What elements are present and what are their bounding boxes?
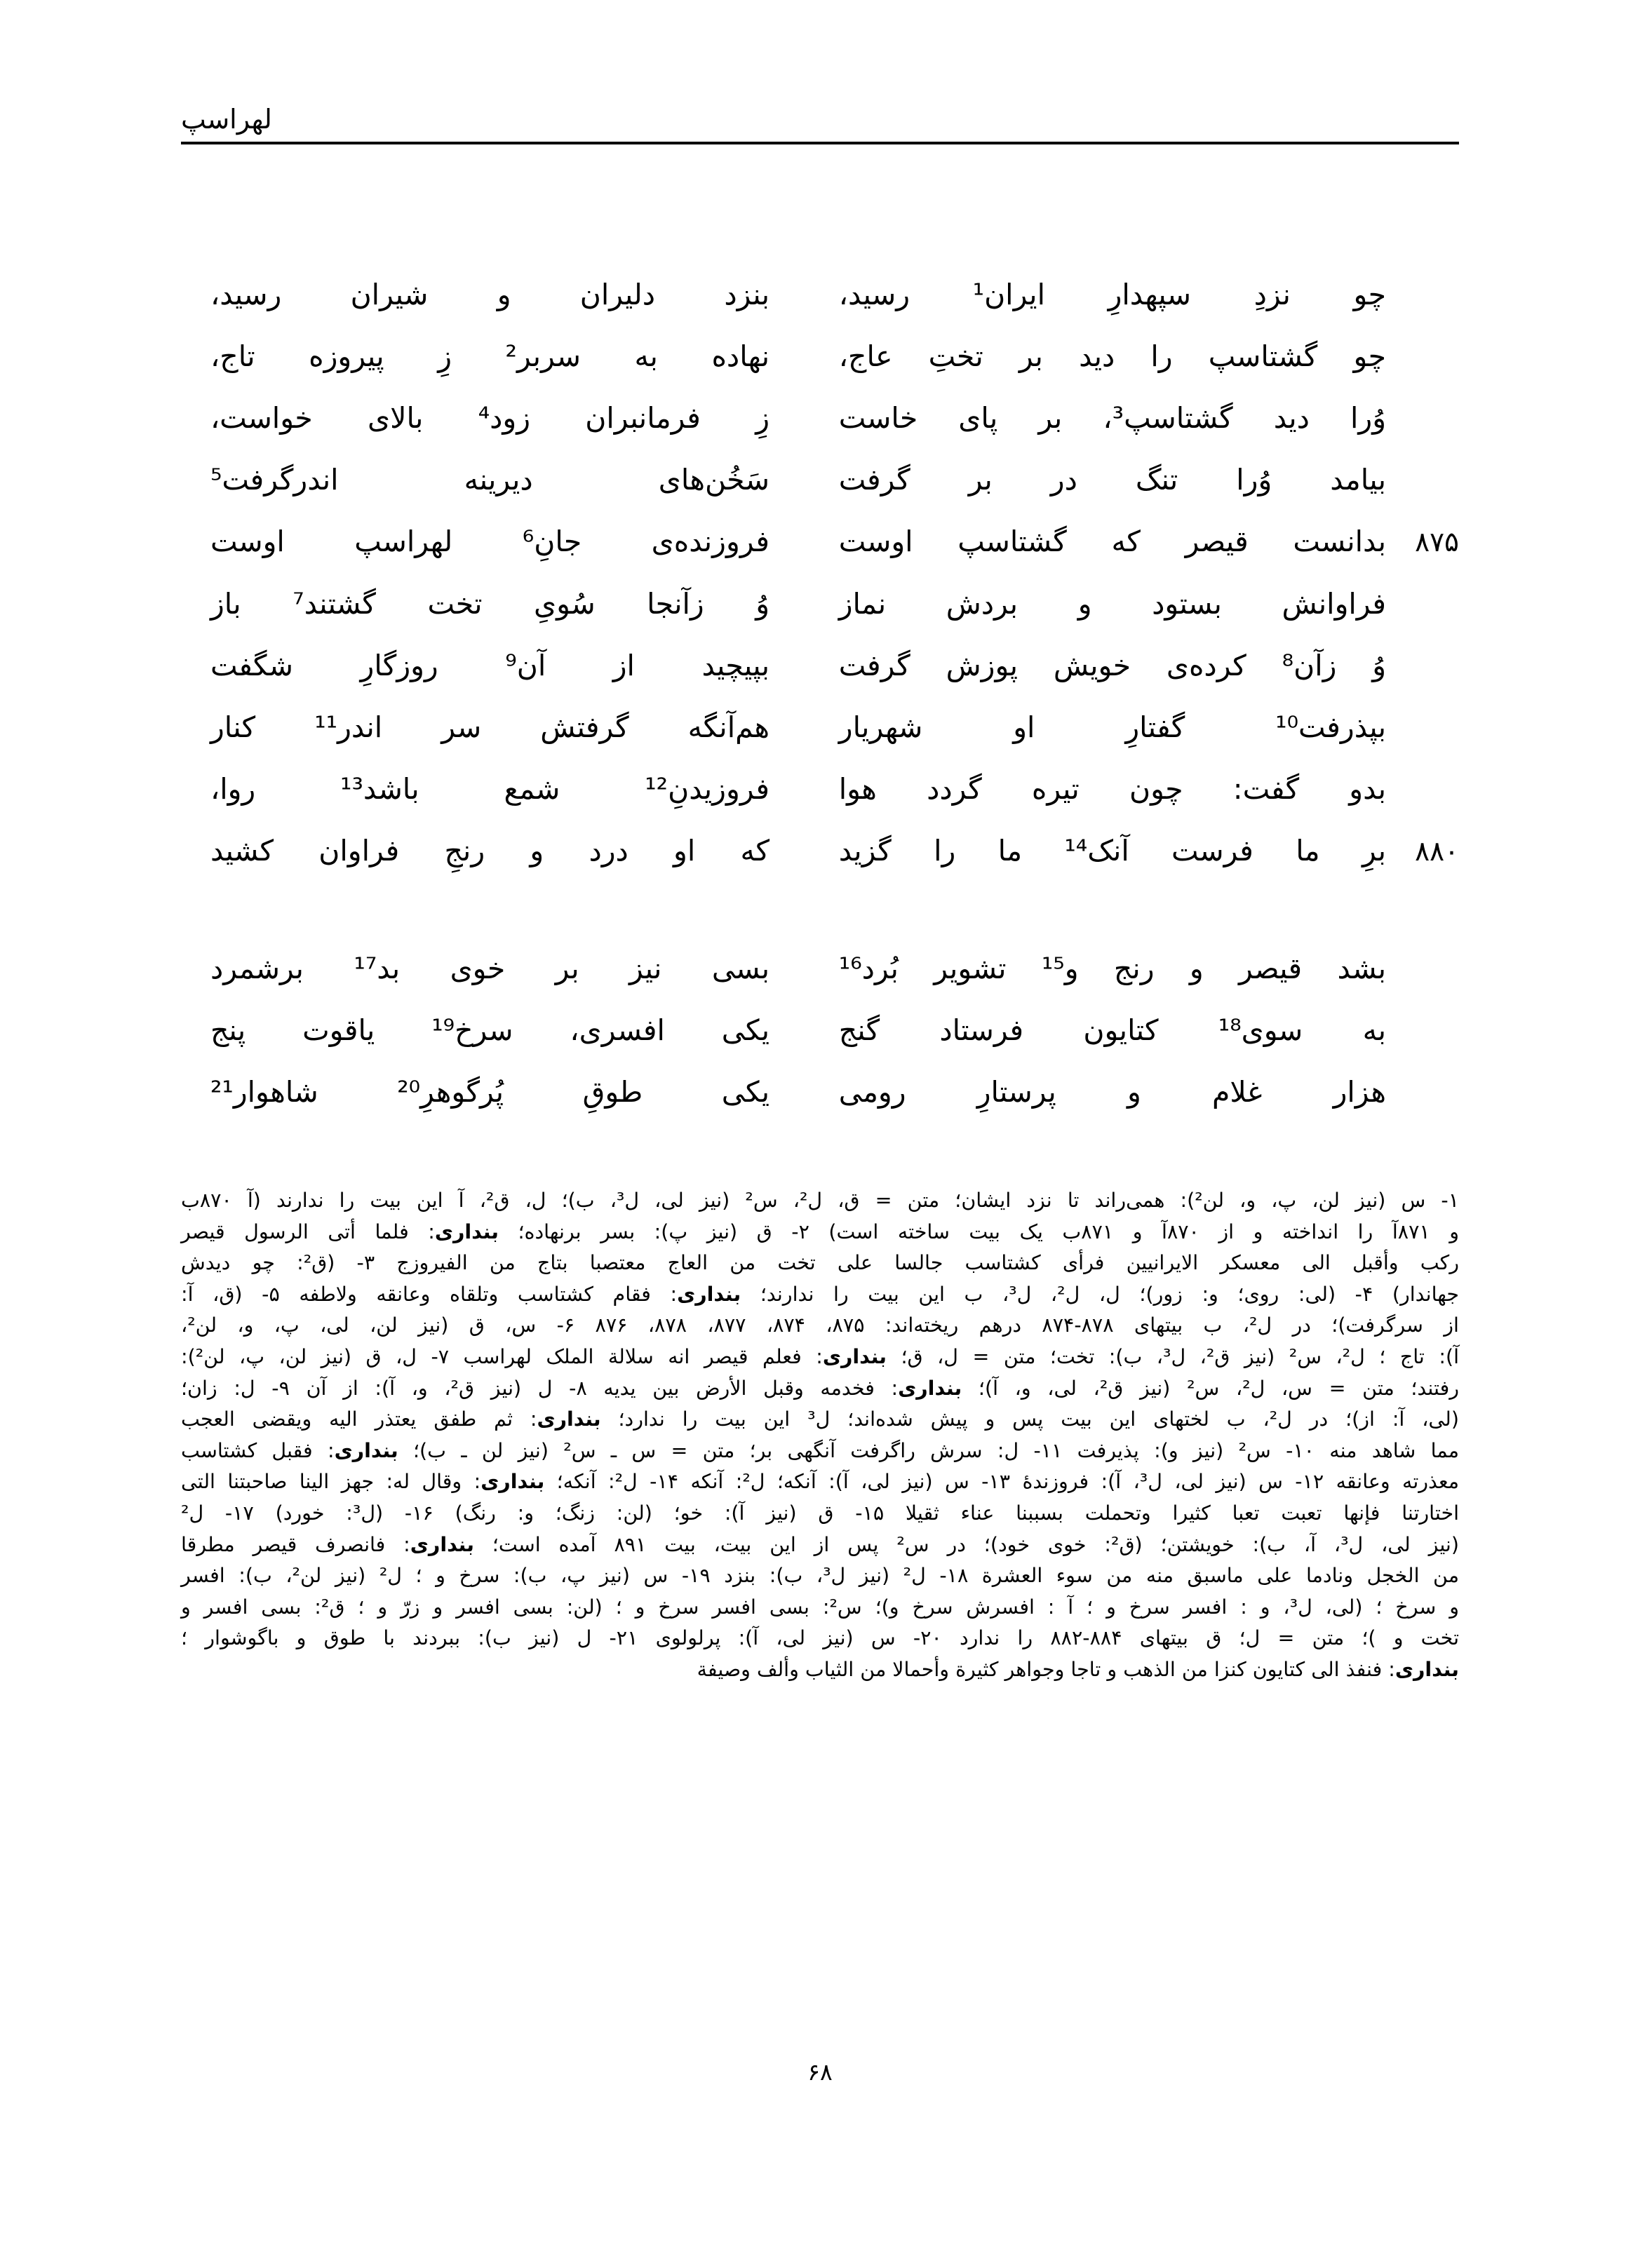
- critical-apparatus: [181, 1185, 1459, 1686]
- apparatus-source-label: بنداری: [334, 1438, 398, 1462]
- verse-word: تنگ: [1135, 463, 1178, 497]
- verse-word: دید: [1273, 401, 1310, 436]
- verse-word: آنک¹⁴: [1064, 833, 1129, 868]
- verse-word: بنزد: [724, 278, 769, 311]
- verse-word: زود⁴: [478, 401, 530, 436]
- hemistich-second: [181, 833, 798, 868]
- apparatus-line: من الخجل ونادما علی ماسبق منه من سوء العشرة ۱۸- ل² (نیز ل³، ب): بنزد ۱۹- س (نیز پ، ب): سرخ و ؛ ل² (نیز لن²، ب): افسر: [181, 1564, 1460, 1588]
- verse-word: برشمرد: [210, 952, 304, 986]
- apparatus-line: رفتند؛ متن = س، ل²، س² (نیز ق²، لی، و، آ)؛ بنداری: فخدمه وقبل الأرض بین یدیه ۸- ل (نیز ق²، و، آ): از آن ۹- ل: زان؛: [181, 1376, 1459, 1400]
- verse-word: آن⁹: [505, 648, 546, 682]
- verse-word: یکی: [721, 1075, 769, 1109]
- hemistich-second: [181, 771, 798, 806]
- hemistich-first: [798, 1074, 1386, 1109]
- running-head-title: لهراسپ: [181, 104, 272, 135]
- verse-word: خاست: [838, 401, 918, 436]
- verse-word: بالای: [368, 401, 424, 436]
- verse-word: فراوانش: [1282, 586, 1386, 621]
- verse-word: دید: [1079, 339, 1115, 374]
- verse-word: رسید،: [838, 278, 910, 311]
- verse-word: پرستارِ: [976, 1075, 1056, 1109]
- verse-word: دلیران: [579, 278, 656, 311]
- verse-word: رومی: [838, 1075, 906, 1109]
- hemistich-second: [181, 648, 798, 683]
- verse-word: گشتاسپ: [957, 525, 1067, 559]
- verse-word: به: [1362, 1013, 1386, 1048]
- running-head: [181, 105, 1459, 144]
- verse-word: گشتند⁷: [293, 586, 376, 621]
- verse-number: ۸۷۵: [1415, 527, 1459, 559]
- verse-line: [181, 277, 1459, 312]
- apparatus-source-label: بنداری: [1394, 1657, 1459, 1681]
- verse-word: طوقِ: [582, 1075, 643, 1109]
- verse-line: [181, 1074, 1459, 1109]
- verse-word: غلام: [1212, 1075, 1263, 1109]
- hemistich-first: [798, 648, 1386, 683]
- verse-word: بدو: [1349, 771, 1386, 806]
- hemistich-first: [798, 951, 1386, 986]
- verse-word: خویش: [1053, 648, 1131, 682]
- verse-word: گشتاسپ: [1208, 339, 1318, 374]
- verse-word: و: [1189, 952, 1204, 986]
- verse-word: فرمانبران: [585, 401, 701, 436]
- verse-word: افسری،: [570, 1013, 665, 1048]
- apparatus-source-label: بنداری: [537, 1408, 601, 1431]
- verse-word: نزدِ: [1253, 278, 1291, 311]
- verse-line: [181, 951, 1459, 986]
- apparatus-line: جهاندار) ۴- (لی: روی؛ و: زور)؛ ل، ل²، ل³، ب این بیت را ندارند؛ بنداری: فقام کشتاسب وتلقاه وعانقه ولاطفه ۵- (ق، آ:: [181, 1282, 1460, 1306]
- apparatus-line: ۱- س (نیز لن، پ، و، لن²): همی‌راند تا نزد ایشان؛ متن = ق، ل²، س² (نیز لی، ل³، ب)؛ ل، ق²، آ این بیت را ندارند (آ ۸۷۰ب: [181, 1189, 1460, 1212]
- verse-word: درد: [589, 833, 629, 868]
- hemistich-second: [181, 400, 798, 436]
- apparatus-source-label: بنداری: [480, 1470, 545, 1494]
- verse-word: باشد¹³: [340, 771, 419, 806]
- verse-word: و¹⁵: [1041, 952, 1079, 986]
- hemistich-first: [798, 1013, 1386, 1048]
- verse-word: بسی: [711, 952, 769, 986]
- hemistich-second: [181, 1074, 798, 1109]
- verse-word: قیصر: [1239, 952, 1303, 986]
- apparatus-line: رکب وأقبل الی معسکر الایرانیین فرأی کشتاسب جالسا علی تخت من العاج معتصبا بتاج من الفیروزج ۳- (ق²: چو دیدش: [181, 1251, 1460, 1275]
- hemistich-second: [181, 462, 798, 497]
- verse-word: شمع: [504, 771, 560, 806]
- verse-word: فرست: [1171, 833, 1253, 868]
- verse-word: ما: [1296, 833, 1320, 868]
- verse-word: زِ: [438, 339, 452, 374]
- verse-word: تخت: [427, 586, 483, 621]
- verse-word: گفت:: [1232, 771, 1300, 806]
- verse-word: زآنجا: [647, 586, 704, 621]
- verse-word: سَخُن‌های: [658, 463, 769, 497]
- verse-word: را: [934, 833, 956, 868]
- apparatus-source-label: بنداری: [898, 1376, 962, 1400]
- verse-word: بدانست: [1293, 525, 1386, 559]
- verse-word: سربر²: [505, 339, 581, 374]
- verse-word: خواست،: [210, 401, 313, 436]
- verse-word: پُرگوهرِ²⁰: [397, 1075, 504, 1109]
- verse-word: بر: [1019, 339, 1043, 374]
- verse-word: و: [1127, 1075, 1141, 1109]
- hemistich-second: [181, 951, 798, 986]
- verse-word: چو: [1353, 339, 1386, 374]
- verse-word: هزار: [1333, 1075, 1386, 1109]
- verse-word: کشید: [210, 833, 274, 868]
- verse-word: بپذرفت¹⁰: [1275, 710, 1386, 744]
- verse-word: تاج،: [210, 339, 255, 374]
- verse-word: بد¹⁷: [354, 952, 401, 986]
- verse-word: چون: [1129, 771, 1183, 806]
- verse-word: که: [740, 833, 769, 868]
- verse-line: [181, 462, 1459, 497]
- verse-word: بُرد¹⁶: [838, 952, 899, 986]
- apparatus-line: بنداری: فنفذ الی کتایون کنزا من الذهب و تاجا وجواهر کثیرة وأحمالا من الثیاب وألف وصیفة: [697, 1657, 1459, 1681]
- hemistich-first: [798, 710, 1386, 745]
- verse-word: به: [634, 339, 658, 374]
- verse-number: ۸۸۰: [1415, 835, 1459, 868]
- page-number: ۶۸: [807, 2058, 833, 2086]
- verse-word: بپیچید: [701, 648, 769, 682]
- hemistich-first: [798, 524, 1386, 559]
- hemistich-first: [798, 400, 1386, 436]
- apparatus-source-label: بنداری: [410, 1532, 474, 1556]
- verse-word: و: [497, 278, 511, 311]
- verse-word: در: [1050, 463, 1077, 497]
- verse-word: پای: [958, 401, 998, 436]
- verse-word: اوست: [210, 525, 285, 559]
- verse-word: روزگارِ: [360, 648, 438, 682]
- verse-word: بستود: [1152, 586, 1222, 621]
- verse-word: سوی¹⁸: [1218, 1013, 1303, 1048]
- verse-block: [181, 277, 1459, 1136]
- verse-word: دیرینه: [464, 463, 533, 497]
- verse-word: کرده‌ی: [1166, 648, 1246, 682]
- verse-word: گزید: [838, 833, 892, 868]
- verse-word: اندر¹¹: [314, 710, 383, 744]
- verse-word: گردد: [927, 771, 982, 806]
- verse-word: سپهدارِ: [1108, 278, 1191, 311]
- apparatus-line: مما شاهد منه ۱۰- س² (نیز و): پذیرفت ۱۱- ل: سرش راگرفت آنگهی بر؛ متن = س ـ س² (نیز لن ـ ب)؛ بنداری: فقبل کشتاسب: [181, 1438, 1459, 1462]
- verse-word: شهریار: [838, 710, 923, 744]
- verse-word: بر: [1038, 401, 1063, 436]
- verse-word: و: [530, 833, 544, 868]
- verse-word: پنج: [210, 1013, 246, 1048]
- verse-line: [181, 524, 1459, 560]
- verse-word: نماز: [838, 586, 887, 621]
- verse-word: گشتاسپ³،: [1103, 401, 1233, 436]
- verse-word: گرفت: [838, 463, 910, 497]
- verse-word: که: [1111, 525, 1141, 559]
- verse-word: یاقوت: [302, 1013, 375, 1048]
- verse-line: [181, 771, 1459, 806]
- apparatus-line: و سرخ ؛ (لی، ل³، و : افسر سرخ و ؛ آ : افسرش سرخ و)؛ س²: بسی افسر سرخ و ؛ (لن: بسی افسر و زرّ و ؛ ق²: بسی افسر و: [181, 1595, 1459, 1619]
- verse-word: پیروزه: [309, 339, 384, 374]
- verse-word: عاج،: [838, 339, 893, 374]
- apparatus-line: آ): تاج ؛ ل²، س² (نیز ق²، ل³، ب): تخت؛ متن = ل، ق؛ بنداری: فعلم قیصر انه سلالة الملک لهراسب ۷- ل، ق (نیز لن، پ، لن²):: [181, 1344, 1459, 1368]
- hemistich-first: [798, 277, 1386, 312]
- verse-word: نیز: [629, 952, 662, 986]
- apparatus-source-label: بنداری: [434, 1220, 499, 1243]
- hemistich-first: [798, 462, 1386, 497]
- verse-word: برِ: [1362, 833, 1386, 868]
- verse-word: ما: [997, 833, 1023, 868]
- apparatus-line: (نیز لی، ل³، آ، ب): خویشتن؛ (ق²: خوی خود)؛ در س² پس از این بیت، بیت ۸۹۱ آمده است؛ بنداری: فانصرف قیصر مطرقا: [181, 1532, 1459, 1556]
- verse-word: رسید،: [210, 278, 282, 311]
- verse-word: کنار: [210, 710, 256, 744]
- verse-word: او: [1013, 710, 1035, 744]
- verse-line: [181, 648, 1459, 683]
- apparatus-line: تخت و )؛ متن = ل؛ ق بیتهای ۸۸۴-۸۸۲ را ندارد ۲۰- س (نیز لی، آ): پرلولوی ۲۱- ل (نیز ب): ببردند با طوق و باگوشوار ؛: [181, 1626, 1459, 1650]
- verse-word: ایران¹: [972, 278, 1045, 311]
- verse-word: هم‌آنگه: [687, 710, 769, 744]
- verse-word: شیران: [350, 278, 429, 311]
- verse-word: تختِ: [928, 339, 983, 374]
- verse-word: بردش: [946, 586, 1019, 621]
- verse-line: [181, 833, 1459, 869]
- header-divider: [181, 142, 1459, 144]
- verse-word: گنج: [838, 1013, 880, 1048]
- verse-word: تشویر: [934, 952, 1007, 986]
- verse-word: فراوان: [318, 833, 400, 868]
- verse-word: گرفت: [838, 648, 910, 682]
- verse-word: شاهوار²¹: [210, 1075, 318, 1109]
- verse-word: نهاده: [711, 339, 769, 374]
- verse-word: لهراسپ: [354, 525, 453, 559]
- apparatus-line: معذرته وعانقه ۱۲- س (نیز لی، ل³، آ): فروزندهٔ ۱۳- س (نیز لی، آ): آنکه؛ ل²: آنکه ۱۴- ل²: آنکه؛ بنداری: وقال له: جهز الینا صاحبتنا التی: [181, 1470, 1460, 1494]
- hemistich-first: [798, 586, 1386, 621]
- verse-word: قیصر: [1185, 525, 1249, 559]
- verse-word: چو: [1353, 278, 1386, 311]
- hemistich-second: [181, 524, 798, 559]
- hemistich-first: [798, 833, 1386, 868]
- apparatus-line: و ۸۷۱آ را انداخته و از ۸۷۰آ و ۸۷۱ب یک بیت ساخته است) ۲- ق (نیز پ): بسر برنهاده؛ بنداری: فلما أتی الرسول قیصر: [181, 1220, 1459, 1243]
- verse-word: رنجِ: [444, 833, 485, 868]
- verse-word: شگفت: [210, 648, 293, 682]
- apparatus-line: از سرگرفت)؛ در ل²، ب بیتهای ۸۷۸-۸۷۴ درهم ریخته‌اند: ۸۷۵، ۸۷۴، ۸۷۷، ۸۷۸، ۸۷۶ ۶- س، ق (نیز لن، لی، پ، و، لن²،: [181, 1314, 1459, 1337]
- verse-word: فروزنده‌ی: [651, 525, 769, 559]
- verse-word: بیامد: [1330, 463, 1386, 497]
- verse-word: از: [612, 648, 635, 682]
- verse-word: بر: [968, 463, 993, 497]
- verse-line: [181, 710, 1459, 745]
- hemistich-first: [798, 771, 1386, 806]
- hemistich-first: [798, 339, 1386, 374]
- hemistich-second: [181, 339, 798, 374]
- verse-word: بشد: [1337, 952, 1386, 986]
- verse-word: وُرا: [1350, 401, 1386, 436]
- hemistich-second: [181, 710, 798, 745]
- verse-line: [181, 1013, 1459, 1048]
- verse-word: سرخ¹⁹: [431, 1013, 513, 1048]
- apparatus-source-label: بنداری: [677, 1282, 741, 1306]
- verse-word: پوزش: [946, 648, 1019, 682]
- verse-word: سُویِ: [534, 586, 596, 621]
- hemistich-second: [181, 1013, 798, 1048]
- verse-word: وُ: [755, 586, 769, 621]
- verse-word: و: [1077, 586, 1092, 621]
- verse-word: اندرگرفت⁵: [210, 463, 339, 497]
- hemistich-second: [181, 586, 798, 621]
- verse-word: گرفتش: [540, 710, 629, 744]
- verse-word: یکی: [721, 1013, 769, 1048]
- verse-word: خوی: [450, 952, 506, 986]
- hemistich-second: [181, 277, 798, 312]
- verse-line: [181, 400, 1459, 436]
- verse-word: زِ: [755, 401, 769, 436]
- verse-word: سر: [441, 710, 482, 744]
- verse-line: [181, 339, 1459, 374]
- apparatus-source-label: بنداری: [822, 1344, 887, 1368]
- verse-word: فرستاد: [939, 1013, 1024, 1048]
- verse-word: روا،: [210, 771, 256, 806]
- verse-word: فروزیدنِ¹²: [645, 771, 769, 806]
- verse-word: جانِ⁶: [522, 525, 582, 559]
- verse-word: تیره: [1031, 771, 1080, 806]
- verse-word: وُ: [1372, 648, 1386, 682]
- verse-word: وُرا: [1236, 463, 1272, 497]
- verse-word: را: [1150, 339, 1173, 374]
- verse-word: هوا: [838, 771, 877, 806]
- verse-word: گفتارِ: [1125, 710, 1185, 744]
- verse-word: بر: [555, 952, 579, 986]
- verse-word: رنج: [1113, 952, 1155, 986]
- apparatus-line: اختارتنا فإنها تعبت تعبا کثیرا وتحملت بسببنا عناء ثقیلا ۱۵- ق (نیز آ): خو؛ (لن: زنگ؛ و: رنگ) ۱۶- (ل³: خورد) ۱۷- ل²: [181, 1501, 1459, 1525]
- apparatus-line: (لی، آ: از)؛ در ل²، ب لختهای این بیت پس و پیش شده‌اند؛ ل³ این بیت را ندارد؛ بنداری: ثم طفق یعتذر الیه ویقضی العجب: [181, 1408, 1459, 1431]
- verse-word: باز: [210, 586, 241, 621]
- verse-word: او: [673, 833, 696, 868]
- verse-line: [181, 586, 1459, 621]
- verse-word: اوست: [838, 525, 913, 559]
- verse-word: کتایون: [1083, 1013, 1159, 1048]
- verse-word: زآن⁸: [1282, 648, 1337, 682]
